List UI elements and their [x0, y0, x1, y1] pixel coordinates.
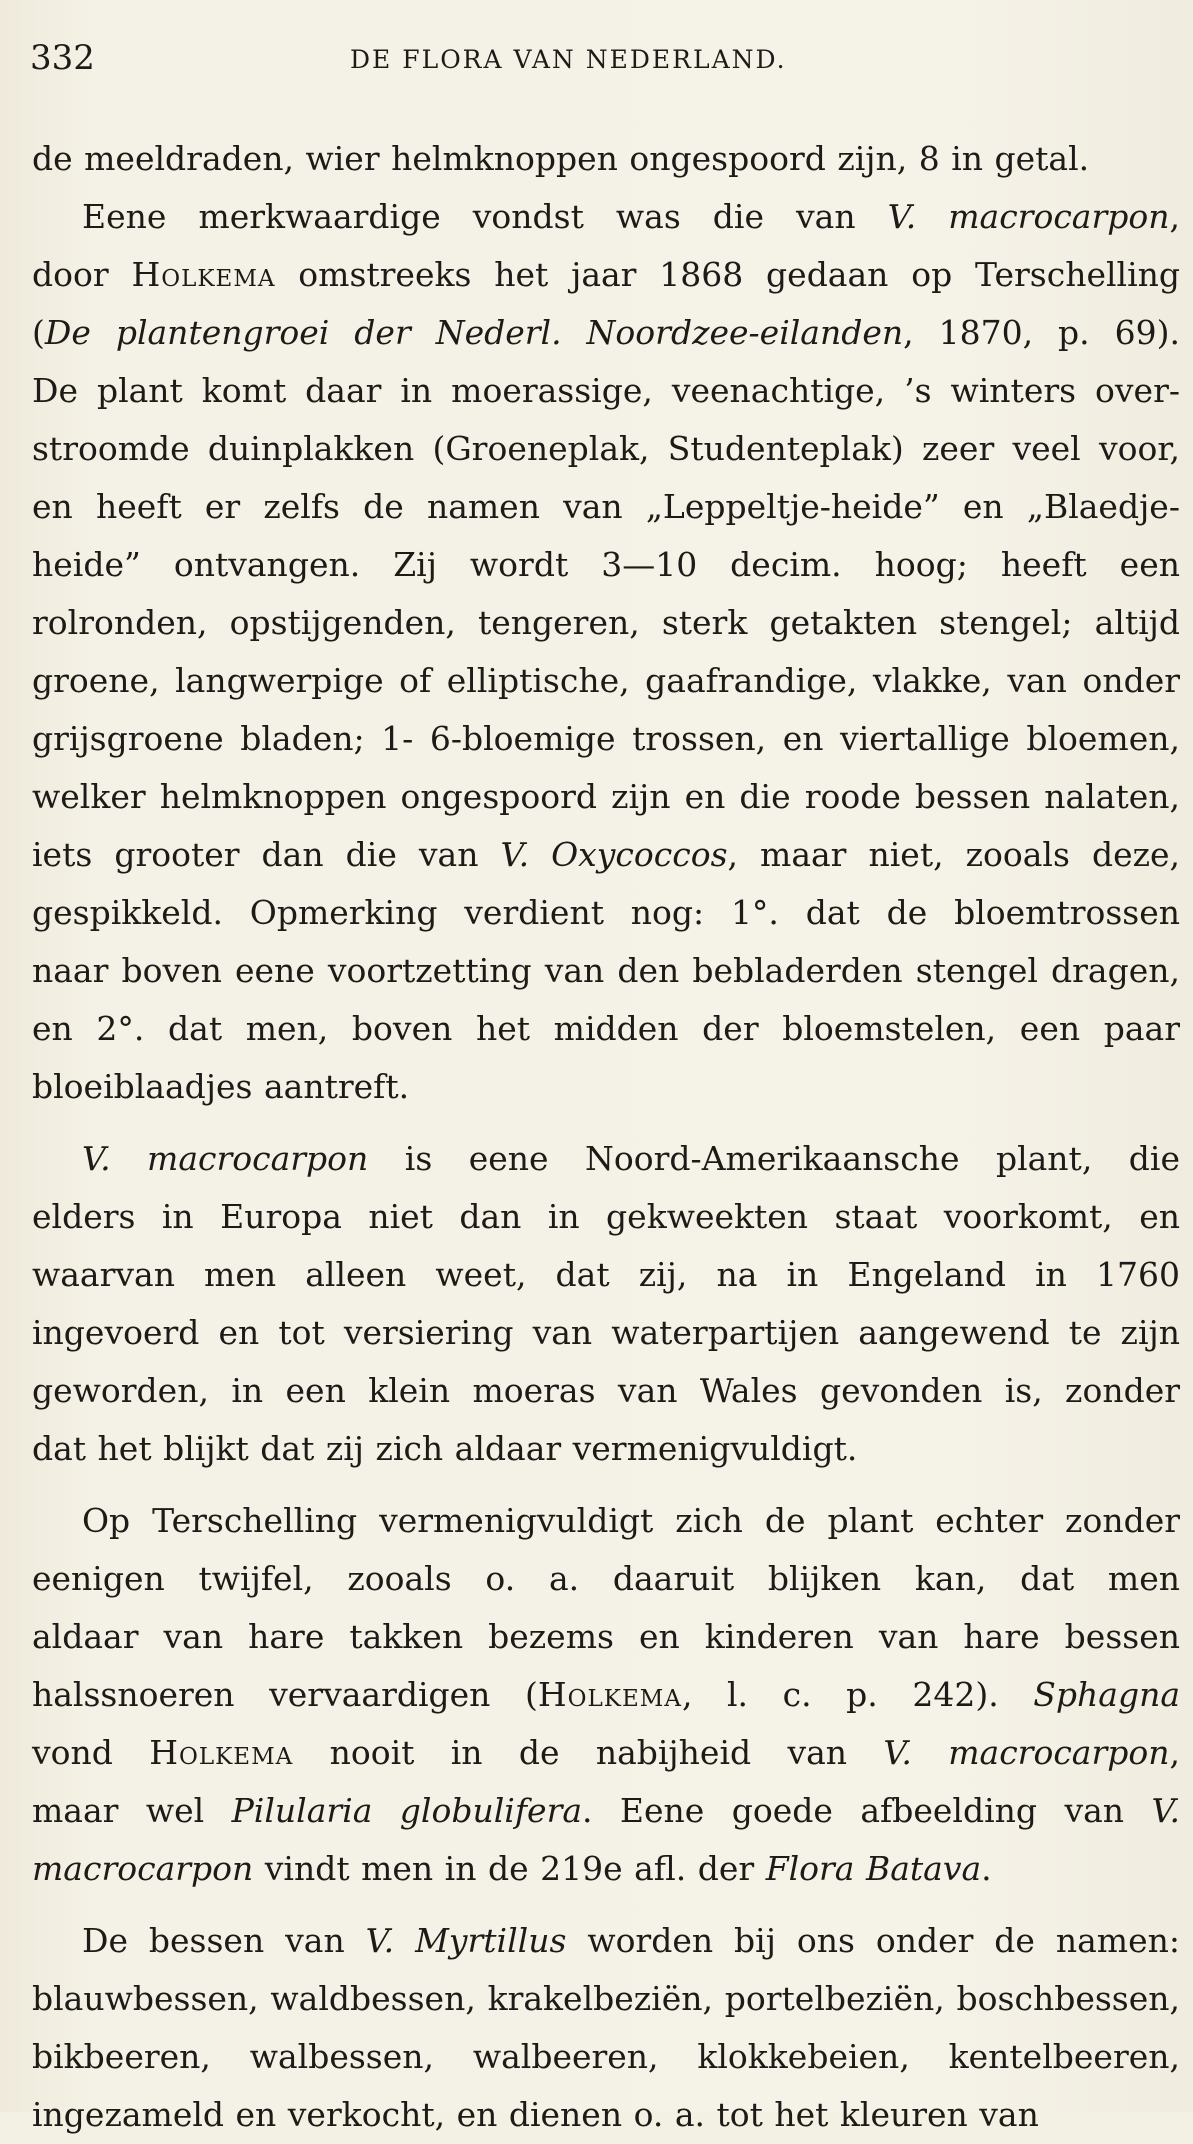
text-run: vond [32, 1733, 150, 1772]
text-line [32, 1492, 1180, 1550]
text-run: naar boven eene voortzetting van den bebladerden stengel dragen, [32, 951, 1180, 990]
text-run: Op Terschelling vermenigvuldigt zich de plant echter zonder [82, 1501, 1180, 1540]
text-line [32, 1550, 1180, 1608]
text-run: rolronden, opstijgenden, tengeren, sterk getakten stengel; altijd [32, 603, 1180, 642]
text-run: bikbeeren, walbessen, walbeeren, klokkebeien, kentelbeeren, [32, 2037, 1180, 2076]
text-run: stroomde duinplakken (Groeneplak, Studenteplak) zeer veel voor, [32, 429, 1180, 468]
text-line [32, 246, 1180, 304]
text-run: ingevoerd en tot versiering van waterpartijen aangewend te zijn [32, 1313, 1180, 1352]
italic-text: V. macrocarpon [883, 1733, 1170, 1772]
text-line [32, 1608, 1180, 1666]
paragraph [32, 1492, 1180, 1898]
text-line [32, 1724, 1180, 1782]
italic-text: V. [1151, 1791, 1180, 1830]
text-run: , maar niet, zooals deze, [727, 835, 1180, 874]
text-line [32, 768, 1180, 826]
text-line [32, 1058, 1180, 1116]
text-line [32, 1304, 1180, 1362]
text-run: en heeft er zelfs de namen van „Leppeltje-heide” en „Blaedje- [32, 487, 1180, 526]
text-line [32, 1912, 1180, 1970]
paragraph-gap [32, 1478, 1180, 1492]
text-run: de meeldraden, wier helmknoppen ongespoord zijn, 8 in getal. [32, 139, 1090, 178]
text-line [32, 130, 1180, 188]
italic-text: Sphagna [1033, 1675, 1180, 1714]
text-line [32, 420, 1180, 478]
text-run: groene, langwerpige of elliptische, gaafrandige, vlakke, van onder [32, 661, 1180, 700]
text-run: , [1169, 1733, 1181, 1772]
text-run: grijsgroene bladen; 1- 6-bloemige trossen, en viertallige bloemen, [32, 719, 1180, 758]
text-run: , 1870, p. 69). [903, 313, 1180, 352]
text-line [32, 652, 1180, 710]
italic-text: V. Oxycoccos [500, 835, 728, 874]
paragraph-gap [32, 1898, 1180, 1912]
paragraph [32, 1130, 1180, 1478]
text-run: De plant komt daar in moerassige, veenachtige, ’s winters over- [32, 371, 1180, 410]
text-run: ingezameld en verkocht, en dienen o. a. tot het kleuren van [32, 2095, 1039, 2134]
text-run: en 2°. dat men, boven het midden der bloemstelen, een paar [32, 1009, 1180, 1048]
text-run: , [1169, 197, 1180, 236]
text-line [32, 1188, 1180, 1246]
text-line [32, 710, 1180, 768]
text-run: nooit in de nabijheid van [293, 1733, 884, 1772]
text-run: ( [32, 313, 45, 352]
italic-text: Flora Batava [765, 1849, 982, 1888]
text-run: elders in Europa niet dan in gekweekten staat voorkomt, en [32, 1197, 1180, 1236]
text-line [32, 1666, 1180, 1724]
paragraph [32, 130, 1180, 188]
page-body [32, 130, 1180, 2144]
text-run: blauwbessen, waldbessen, krakelbeziën, portelbeziën, boschbessen, [32, 1979, 1180, 2018]
italic-text: macrocarpon [32, 1849, 254, 1888]
text-line [32, 1000, 1180, 1058]
text-line [32, 362, 1180, 420]
text-line [32, 2086, 1180, 2144]
text-run: aldaar van hare takken bezems en kinderen van hare bessen [32, 1617, 1180, 1656]
text-run: De bessen van [82, 1921, 366, 1960]
text-line [32, 1970, 1180, 2028]
paragraph-gap [32, 1116, 1180, 1130]
text-run: Eene merkwaardige vondst was die van [82, 197, 888, 236]
text-line [32, 884, 1180, 942]
text-line [32, 1782, 1180, 1840]
text-line [32, 304, 1180, 362]
small-caps-name: Holkema [537, 1675, 682, 1714]
text-line [32, 1130, 1180, 1188]
page-number: 332 [30, 38, 95, 78]
text-run: dat het blijkt dat zij zich aldaar vermenigvuldigt. [32, 1429, 858, 1468]
italic-text: V. Myrtillus [365, 1921, 567, 1960]
text-run: bloeiblaadjes aantreft. [32, 1067, 410, 1106]
italic-text: V. macrocarpon [887, 197, 1170, 236]
text-run: door [32, 255, 132, 294]
small-caps-name: Holkema [149, 1733, 294, 1772]
text-line [32, 478, 1180, 536]
text-run: worden bij ons onder de namen: [566, 1921, 1180, 1960]
paragraph [32, 1912, 1180, 2144]
text-run: vindt men in de 219e afl. der [253, 1849, 766, 1888]
text-run: halssnoeren vervaardigen ( [32, 1675, 538, 1714]
small-caps-name: Holkema [131, 255, 276, 294]
paragraph [32, 188, 1180, 1116]
text-run: gespikkeld. Opmerking verdient nog: 1°. dat de bloemtrossen [32, 893, 1180, 932]
text-run: eenigen twijfel, zooals o. a. daaruit blijken kan, dat men [32, 1559, 1180, 1598]
italic-text: V. macrocarpon [82, 1139, 369, 1178]
text-line [32, 536, 1180, 594]
text-line [32, 1420, 1180, 1478]
text-line [32, 2028, 1180, 2086]
italic-text: De plantengroei der Nederl. Noordzee-eilanden [44, 313, 904, 352]
text-run: . [981, 1849, 992, 1888]
text-line [32, 188, 1180, 246]
text-line [32, 594, 1180, 652]
text-run: waarvan men alleen weet, dat zij, na in Engeland in 1760 [32, 1255, 1180, 1294]
text-run: welker helmknoppen ongespoord zijn en die roode bessen nalaten, [32, 777, 1180, 816]
text-run: . Eene goede afbeelding van [582, 1791, 1152, 1830]
text-line [32, 1246, 1180, 1304]
text-line [32, 826, 1180, 884]
text-run: , l. c. p. 242). [681, 1675, 1034, 1714]
text-run: heide” ontvangen. Zij wordt 3—10 decim. hoog; heeft een [32, 545, 1180, 584]
text-run: iets grooter dan die van [32, 835, 501, 874]
text-line [32, 1362, 1180, 1420]
text-line [32, 1840, 1180, 1898]
text-run: omstreeks het jaar 1868 gedaan op Terschelling [275, 255, 1181, 294]
text-run: maar wel [32, 1791, 232, 1830]
text-run: geworden, in een klein moeras van Wales gevonden is, zonder [32, 1371, 1180, 1410]
italic-text: Pilularia globulifera [231, 1791, 583, 1830]
text-run: is eene Noord-Amerikaansche plant, die [368, 1139, 1180, 1178]
running-head: DE FLORA VAN NEDERLAND. [350, 45, 787, 74]
text-line [32, 942, 1180, 1000]
